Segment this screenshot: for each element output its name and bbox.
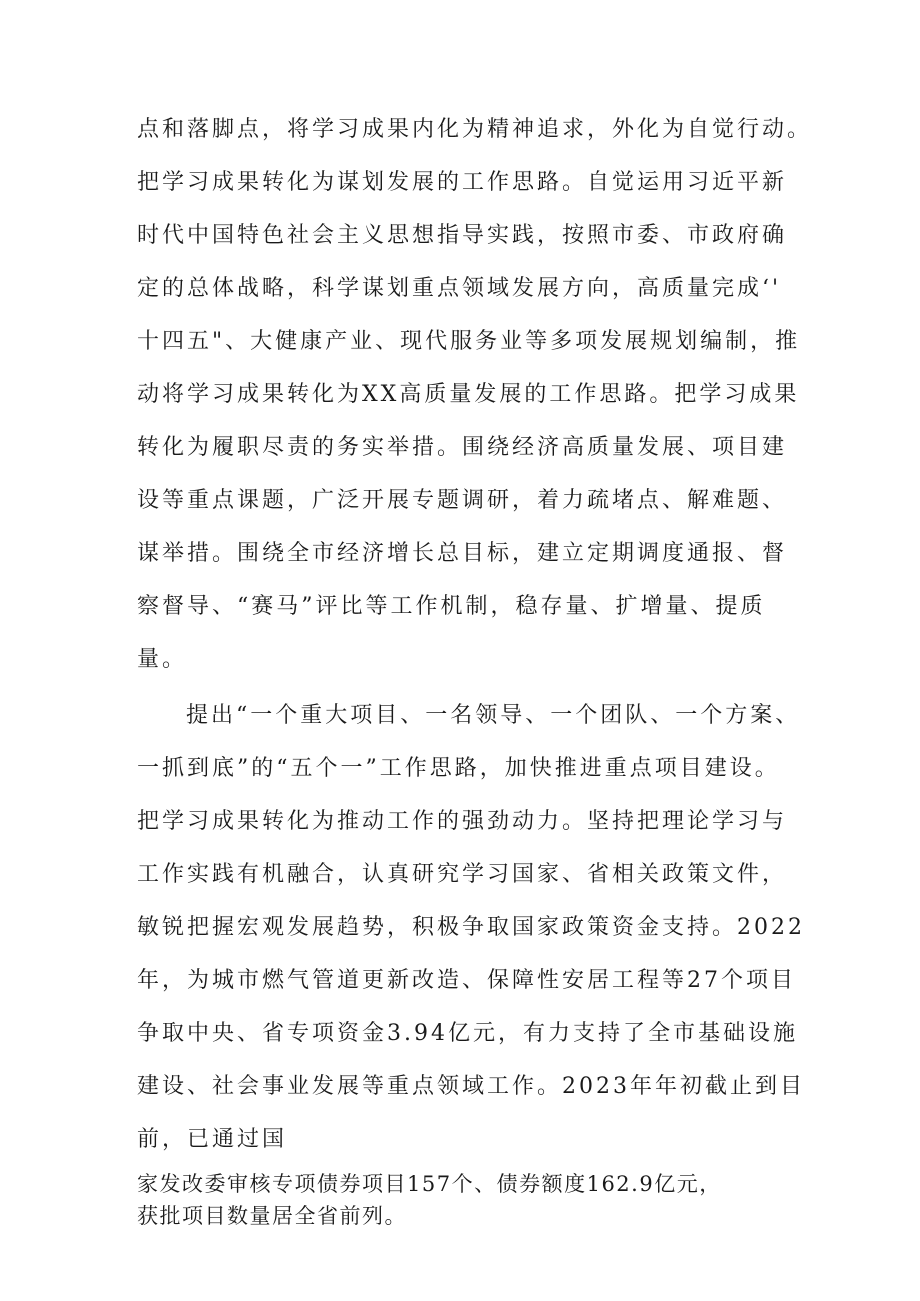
text-line: 工作实践有机融合，认真研究学习国家、省相关政策文件， [137, 862, 788, 887]
text-line: 获批项目数量居全省前列。 [137, 1204, 407, 1228]
text-line: 争取中央、省专项资金3.94亿元，有力支持了全市基础设施 [137, 1021, 798, 1046]
text-line: 家发改委审核专项债券项目157个、债券额度162.9亿元， [137, 1172, 722, 1196]
text-line: 时代中国特色社会主义思想指导实践，按照市委、市政府确 [137, 223, 788, 248]
text-line: 提出“一个重大项目、一名领导、一个团队、一个方案、 [186, 703, 801, 728]
text-line: 量。 [137, 647, 188, 672]
text-line: 十四五"、大健康产业、现代服务业等多项发展规划编制，推 [137, 329, 801, 354]
text-line: 点和落脚点，将学习成果内化为精神追求，外化为自觉行动。 [137, 117, 813, 142]
text-line: 前，已通过国 [137, 1127, 288, 1152]
text-line: 转化为履职尽责的务实举措。围绕经济高质量发展、项目建 [137, 435, 788, 460]
text-line: 定的总体战略，科学谋划重点领域发展方向，高质量完成‘' [137, 276, 782, 301]
text-line: 敏锐把握宏观发展趋势，积极争取国家政策资金支持。2022 [137, 915, 805, 940]
text-line: 一抓到底”的“五个一”工作思路，加快推进重点项目建设。 [137, 756, 780, 781]
text-line: 把学习成果转化为谋划发展的工作思路。自觉运用习近平新 [137, 170, 788, 195]
text-line: 设等重点课题，广泛开展专题调研，着力疏堵点、解难题、 [137, 488, 788, 513]
text-line: 谋举措。围绕全市经济增长总目标，建立定期调度通报、督 [137, 541, 788, 566]
text-line: 年，为城市燃气管道更新改造、保障性安居工程等27个项目 [137, 968, 796, 993]
text-line: 察督导、“赛马”评比等工作机制，稳存量、扩增量、提质 [137, 594, 766, 619]
text-line: 动将学习成果转化为XX高质量发展的工作思路。把学习成果 [137, 382, 800, 407]
text-line: 把学习成果转化为推动工作的强劲动力。坚持把理论学习与 [137, 809, 788, 834]
text-line: 建设、社会事业发展等重点领域工作。2023年年初截止到目 [137, 1074, 805, 1099]
